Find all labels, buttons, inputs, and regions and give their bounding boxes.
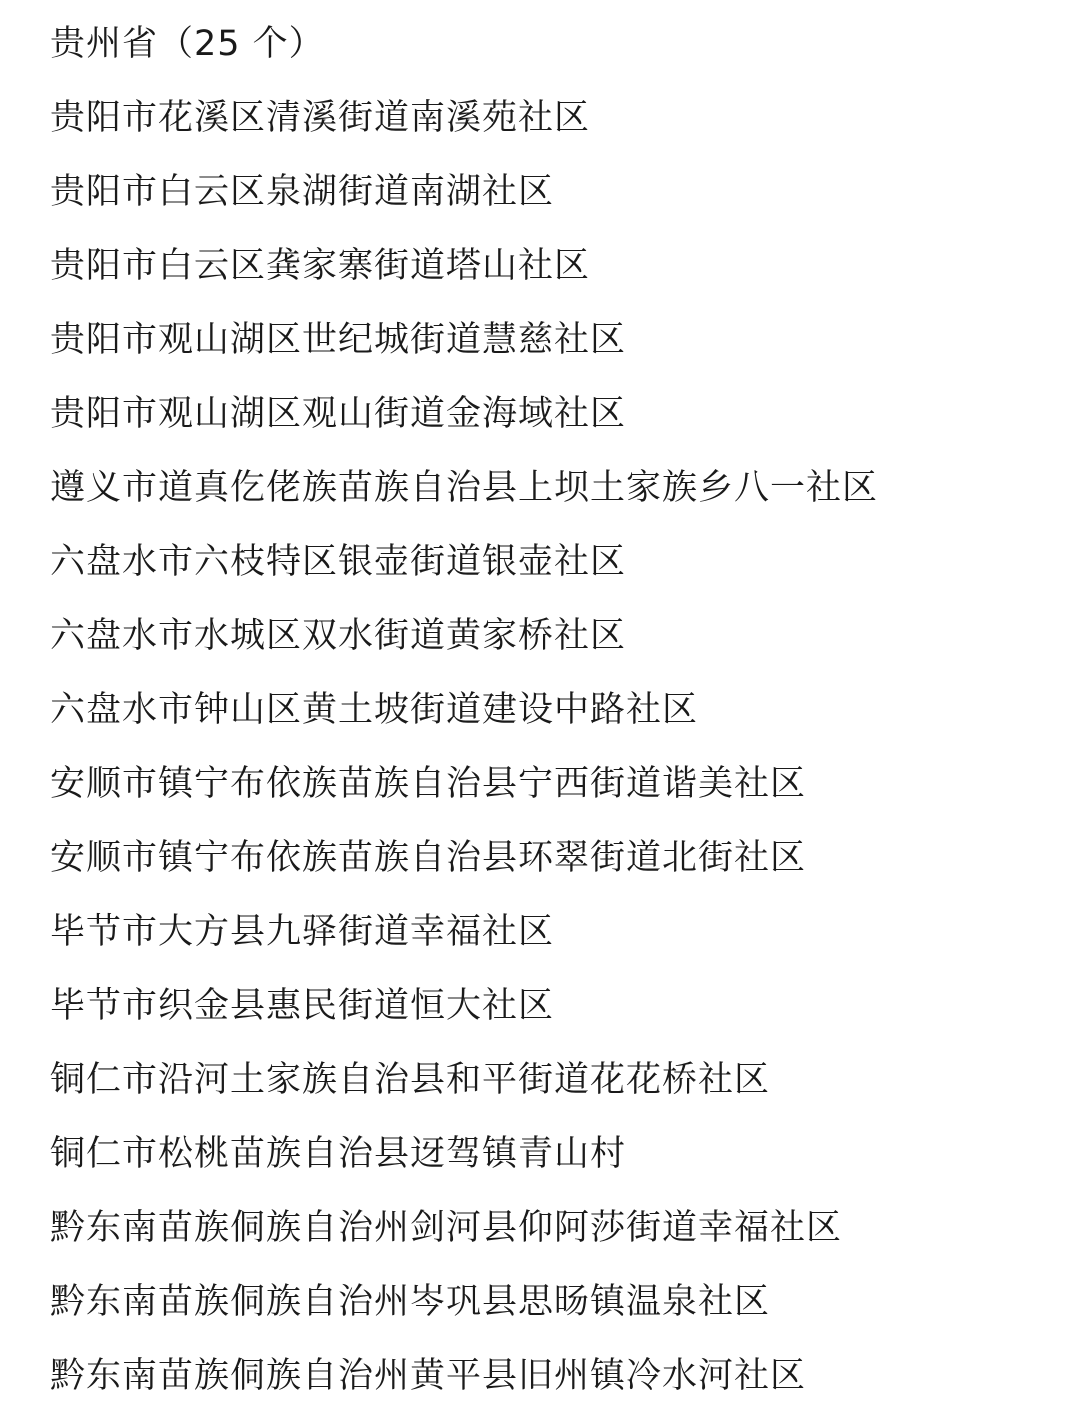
list-item: 安顺市镇宁布依族苗族自治县宁西街道谐美社区 <box>50 764 807 804</box>
list-item: 贵阳市观山湖区观山街道金海域社区 <box>50 394 627 434</box>
list-item: 六盘水市水城区双水街道黄家桥社区 <box>50 616 627 656</box>
list-item: 贵阳市白云区泉湖街道南湖社区 <box>50 172 555 212</box>
list-item: 铜仁市沿河土家族自治县和平街道花花桥社区 <box>50 1060 771 1100</box>
list-item: 黔东南苗族侗族自治州剑河县仰阿莎街道幸福社区 <box>50 1208 843 1248</box>
list-item: 黔东南苗族侗族自治州岑巩县思旸镇温泉社区 <box>50 1282 771 1322</box>
list-item: 毕节市大方县九驿街道幸福社区 <box>50 912 555 952</box>
list-item: 黔东南苗族侗族自治州黄平县旧州镇冷水河社区 <box>50 1356 807 1396</box>
list-item: 毕节市织金县惠民街道恒大社区 <box>50 986 555 1026</box>
list-item: 安顺市镇宁布依族苗族自治县环翠街道北街社区 <box>50 838 807 878</box>
list-item: 六盘水市钟山区黄土坡街道建设中路社区 <box>50 690 699 730</box>
section-heading: 贵州省（25 个） <box>50 24 325 64</box>
list-item: 贵阳市白云区龚家寨街道塔山社区 <box>50 246 591 286</box>
list-item: 六盘水市六枝特区银壶街道银壶社区 <box>50 542 627 582</box>
list-item: 遵义市道真仡佬族苗族自治县上坝土家族乡八一社区 <box>50 468 879 508</box>
list-item: 贵阳市花溪区清溪街道南溪苑社区 <box>50 98 591 138</box>
list-item: 铜仁市松桃苗族自治县迓驾镇青山村 <box>50 1134 627 1174</box>
list-item: 贵阳市观山湖区世纪城街道慧慈社区 <box>50 320 627 360</box>
